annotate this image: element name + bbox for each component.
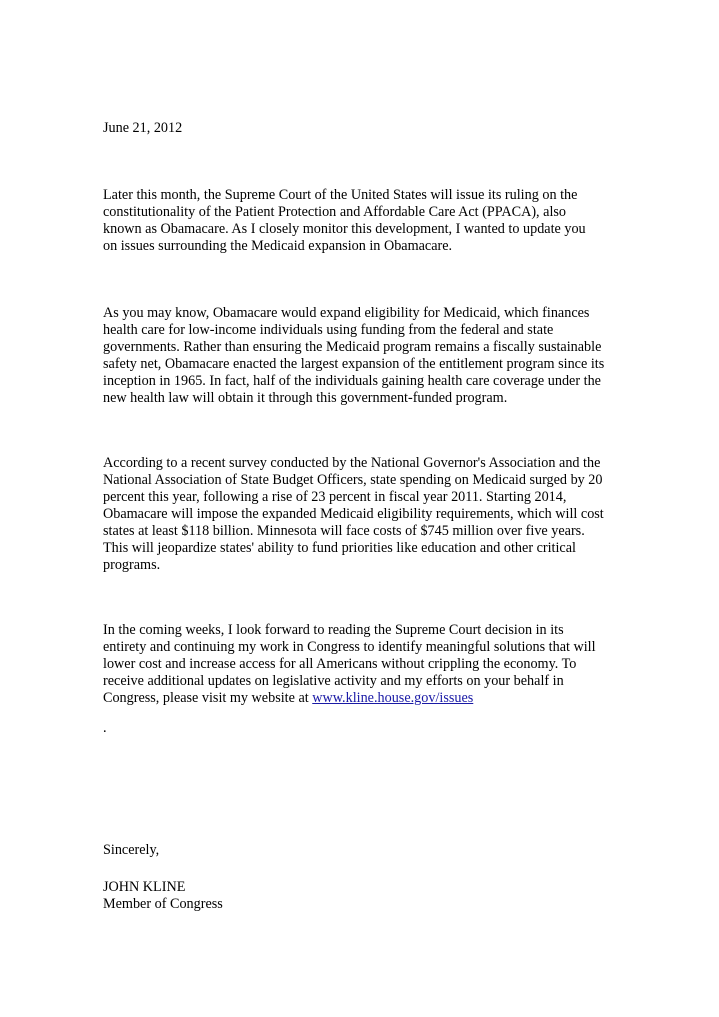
paragraph-line: on issues surrounding the Medicaid expansion in Obamacare.: [103, 238, 453, 254]
paragraph-line: governments. Rather than ensuring the Medicaid program remains a fiscally sustainable: [103, 339, 602, 355]
paragraph-line: known as Obamacare. As I closely monitor this development, I wanted to update you: [103, 221, 586, 237]
website-link[interactable]: www.kline.house.gov/issues: [312, 690, 474, 706]
paragraph-line: lower cost and increase access for all Americans without crippling the economy. To: [103, 656, 577, 672]
signer-name: JOHN KLINE: [103, 879, 186, 895]
paragraph-line: According to a recent survey conducted by the National Governor's Association and the: [103, 455, 601, 471]
stray-period: .: [103, 720, 107, 736]
signer-title: Member of Congress: [103, 896, 223, 912]
paragraph-line: This will jeopardize states' ability to fund priorities like education and other critical: [103, 540, 576, 556]
paragraph-line: Obamacare will impose the expanded Medicaid eligibility requirements, which will cost: [103, 506, 604, 522]
paragraph-line: National Association of State Budget Officers, state spending on Medicaid surged by 20: [103, 472, 603, 488]
paragraph-line: health care for low-income individuals using funding from the federal and state: [103, 322, 554, 338]
paragraph-line-prefix: Congress, please visit my website at: [103, 690, 313, 706]
paragraph-line: receive additional updates on legislative activity and my efforts on your behalf in: [103, 673, 564, 689]
paragraph-line: percent this year, following a rise of 23 percent in fiscal year 2011. Starting 2014,: [103, 489, 567, 505]
paragraph-line: In the coming weeks, I look forward to reading the Supreme Court decision in its: [103, 622, 564, 638]
letter-date: June 21, 2012: [103, 120, 183, 136]
signature-block: [103, 879, 223, 913]
paragraph-medicaid-eligibility: [103, 305, 604, 407]
paragraph-line: constitutionality of the Patient Protection and Affordable Care Act (PPACA), also: [103, 204, 566, 220]
paragraph-state-spending: [103, 455, 604, 574]
paragraph-line: Later this month, the Supreme Court of the United States will issue its ruling on the: [103, 187, 578, 203]
paragraph-coming-weeks: [103, 622, 596, 707]
paragraph-line: entirety and continuing my work in Congress to identify meaningful solutions that will: [103, 639, 596, 655]
paragraph-line: states at least $118 billion. Minnesota will face costs of $745 million over five years.: [103, 523, 585, 539]
paragraph-line: As you may know, Obamacare would expand eligibility for Medicaid, which finances: [103, 305, 590, 321]
paragraph-line: safety net, Obamacare enacted the largest expansion of the entitlement program since its: [103, 356, 605, 372]
paragraph-line: inception in 1965. In fact, half of the individuals gaining health care coverage under the: [103, 373, 601, 389]
paragraph-line: new health law will obtain it through this government-funded program.: [103, 390, 508, 406]
paragraph-line: programs.: [103, 557, 161, 573]
paragraph-line: [103, 690, 596, 707]
closing-salutation: Sincerely,: [103, 842, 160, 858]
paragraph-supreme-court-ruling: [103, 187, 586, 255]
